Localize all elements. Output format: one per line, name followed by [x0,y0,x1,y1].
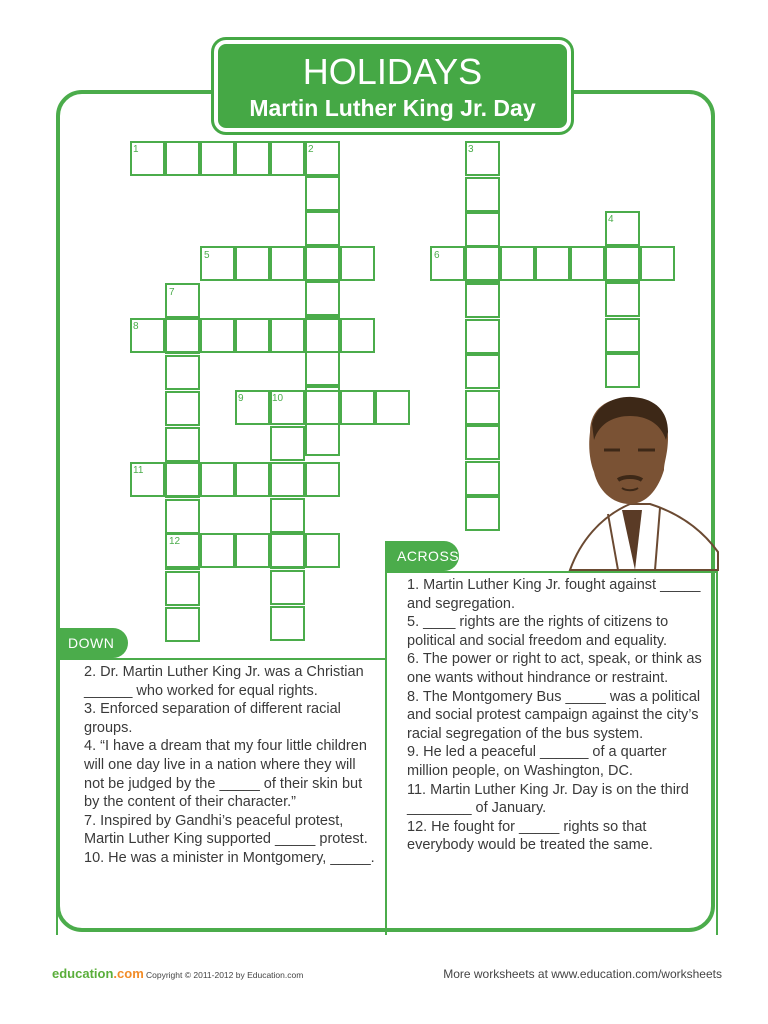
crossword-cell[interactable] [270,318,305,353]
crossword-cell[interactable] [270,426,305,461]
crossword-cell[interactable] [465,425,500,460]
crossword-cell[interactable] [605,353,640,388]
crossword-cell[interactable] [465,319,500,354]
across-clues-box [385,571,718,935]
crossword-cell[interactable] [465,246,500,281]
clue-number: 4 [608,214,614,225]
across-clue: 6. The power or right to act, speak, or think as one wants without hindrance or restraint. [407,651,702,686]
crossword-cell[interactable] [465,390,500,425]
crossword-cell[interactable] [500,246,535,281]
down-header-tab: DOWN [56,628,128,658]
crossword-cell[interactable] [340,246,375,281]
crossword-cell[interactable] [305,351,340,386]
crossword-cell[interactable] [465,496,500,531]
crossword-cell[interactable] [305,246,340,281]
crossword-cell[interactable] [235,246,270,281]
crossword-cell[interactable] [305,421,340,456]
crossword-cell[interactable] [305,390,340,425]
crossword-cell[interactable] [270,606,305,641]
crossword-cell[interactable] [465,461,500,496]
education-logo [52,966,144,981]
clue-number: 1 [133,144,139,155]
down-clue: 10. He was a minister in Montgomery, _____. [84,849,375,866]
crossword-cell[interactable] [165,355,200,390]
crossword-cell[interactable] [200,462,235,497]
logo-suffix: .com [113,966,144,981]
header-banner [214,40,571,132]
crossword-cell[interactable] [165,499,200,534]
page-subtitle: Martin Luther King Jr. Day [249,95,536,121]
crossword-cell[interactable] [235,318,270,353]
clue-number: 9 [238,393,244,404]
crossword-cell[interactable] [570,246,605,281]
down-clue: 7. Inspired by Gandhi’s peaceful protest, Martin Luther King supported _____ protest. [84,812,368,848]
crossword-cell[interactable] [305,281,340,316]
crossword-cell[interactable] [535,246,570,281]
page-title: HOLIDAYS [302,51,483,92]
crossword-cell[interactable] [340,390,375,425]
crossword-cell[interactable] [235,462,270,497]
across-header-tab: ACROSS [385,541,459,571]
across-clue: 9. He led a peaceful ______ of a quarter million people, on Washington, DC. [407,744,667,779]
crossword-cell[interactable] [270,570,305,605]
down-clues-box [56,658,387,935]
crossword-cell[interactable] [270,533,305,568]
clue-number: 2 [308,144,314,155]
crossword-cell[interactable] [305,318,340,353]
crossword-cell[interactable] [465,354,500,389]
down-clue: 4. “I have a dream that my four little children will one day live in a nation where they will not be judged by the _____ of their skin but by the content of their character.” [84,738,367,811]
clue-number: 12 [169,536,181,547]
crossword-cell[interactable] [305,462,340,497]
crossword-cell[interactable] [605,282,640,317]
crossword-cell[interactable] [235,141,270,176]
crossword-cell[interactable] [465,283,500,318]
crossword-cell[interactable] [165,571,200,606]
crossword-cell[interactable] [270,246,305,281]
crossword-cell[interactable] [640,246,675,281]
crossword-cell[interactable] [200,141,235,176]
clue-number: 5 [204,250,210,261]
clue-number: 7 [169,287,175,298]
mlk-portrait-illustration [560,392,720,572]
clue-number: 10 [272,393,284,404]
crossword-cell[interactable] [165,607,200,642]
crossword-cell[interactable] [165,141,200,176]
more-worksheets-link[interactable]: More worksheets at www.education.com/worksheets [443,967,722,981]
crossword-cell[interactable] [200,318,235,353]
crossword-cell[interactable] [305,176,340,211]
across-clue: 8. The Montgomery Bus _____ was a political and social protest campaign against the city’s racial segregation of the bus system. [407,688,701,742]
clue-number: 6 [434,250,440,261]
across-clue: 12. He fought for _____ rights so that everybody would be treated the same. [407,818,653,854]
down-clue: 2. Dr. Martin Luther King Jr. was a Christian ______ who worked for equal rights. [84,664,364,699]
crossword-cell[interactable] [305,211,340,246]
crossword-cell[interactable] [165,318,200,353]
across-clue: 11. Martin Luther King Jr. Day is on the third ________ of January. [407,781,689,817]
crossword-cell[interactable] [465,177,500,212]
crossword-cell[interactable] [270,462,305,497]
crossword-cell[interactable] [605,318,640,353]
across-clue: 5. ____ rights are the rights of citizens to political and social freedom and equality. [407,614,669,649]
crossword-cell[interactable] [465,212,500,247]
clue-number: 8 [133,321,139,332]
across-clue: 1. Martin Luther King Jr. fought against _____ and segregation. [407,577,701,612]
crossword-cell[interactable] [165,427,200,462]
crossword-cell[interactable] [165,391,200,426]
crossword-cell[interactable] [165,462,200,497]
crossword-cell[interactable] [270,498,305,533]
crossword-cell[interactable] [200,533,235,568]
down-clue: 3. Enforced separation of different racial groups. [84,701,341,736]
crossword-cell[interactable] [340,318,375,353]
crossword-cell[interactable] [305,533,340,568]
crossword-cell[interactable] [375,390,410,425]
copyright-text: Copyright © 2011-2012 by Education.com [146,970,304,980]
logo-text: education [52,966,114,981]
crossword-cell[interactable] [235,533,270,568]
clue-number: 11 [133,465,144,476]
clue-number: 3 [468,144,474,155]
crossword-cell[interactable] [605,246,640,281]
crossword-cell[interactable] [270,141,305,176]
